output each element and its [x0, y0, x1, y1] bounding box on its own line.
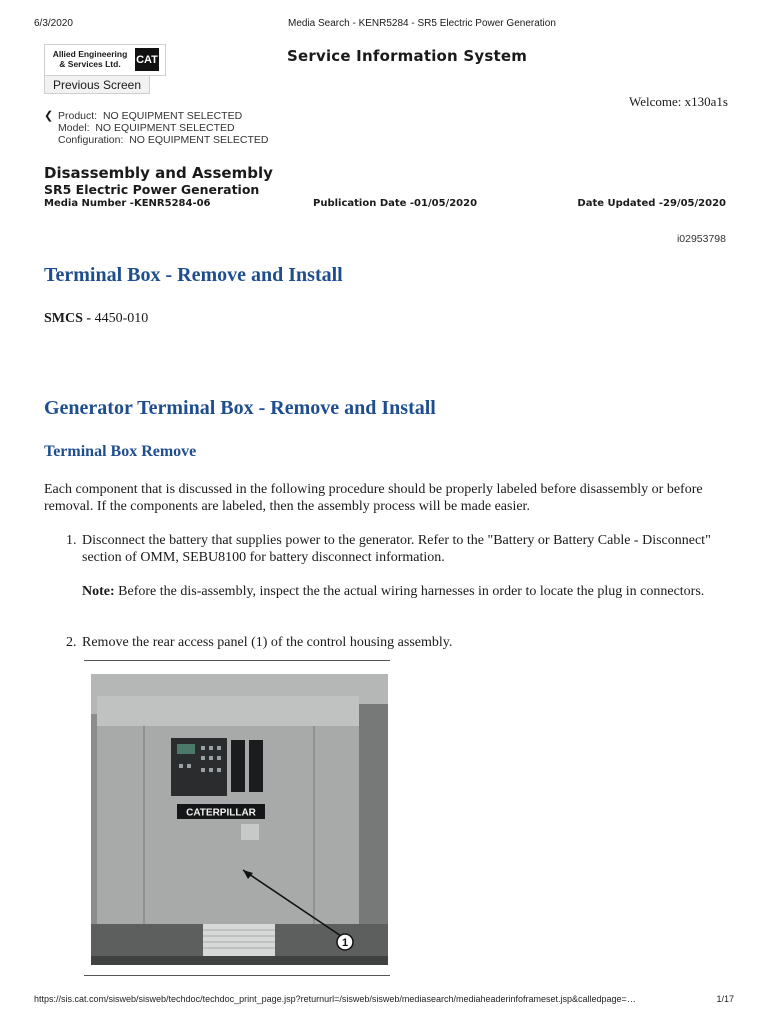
publication-date: Publication Date -01/05/2020 — [313, 198, 478, 209]
step-number: 1. — [66, 533, 77, 548]
document-id: i02953798 — [676, 233, 726, 245]
print-date: 6/3/2020 — [34, 18, 73, 29]
product-info — [44, 110, 268, 146]
skid-rail — [91, 956, 388, 965]
configuration-line: Configuration: NO EQUIPMENT SELECTED — [58, 134, 269, 146]
step-number: 2. — [66, 635, 77, 650]
print-url: https://sis.cat.com/sisweb/sisweb/techdoc/techdoc_print_page.jsp?returnurl=/sisweb/sisweb/mediasearch/mediaheaderinfoframeset.jsp&calledpage=… — [34, 994, 636, 1004]
model-line: Model: NO EQUIPMENT SELECTED — [58, 122, 235, 134]
gauge-slot — [231, 740, 245, 792]
step-text: Remove the rear access panel (1) of the control housing assembly. — [82, 635, 453, 650]
media-number: Media Number -KENR5284-06 — [44, 198, 211, 209]
figure-divider-top — [84, 660, 390, 661]
subsection-title: Terminal Box Remove — [44, 443, 197, 460]
step-text: Disconnect the battery that supplies power to the generator. Refer to the "Battery or Battery Cable - Disconnect" section of OMM, SEBU8100 for battery disconnect information. — [82, 533, 711, 565]
product-line: Product: NO EQUIPMENT SELECTED — [58, 110, 243, 122]
list-item — [66, 532, 726, 566]
page-number: 1/17 — [716, 994, 734, 1004]
note-label: Note: — [82, 584, 115, 599]
figure-generator-enclosure — [91, 674, 388, 965]
page-title: Terminal Box - Remove and Install — [44, 264, 343, 286]
chevron-left-icon[interactable]: ❮ — [44, 110, 54, 122]
intro-paragraph: Each component that is discussed in the following procedure should be properly labeled before disassembly or before removal. If the components are labeled, then the assembly process will be made easier. — [44, 482, 703, 514]
note-text: Before the dis-assembly, inspect the the actual wiring harnesses in order to locate the plug in connectors. — [114, 584, 705, 599]
dealer-logo — [44, 44, 166, 76]
dealer-name: Allied Engineering & Services Ltd. — [52, 49, 128, 69]
control-display — [177, 744, 195, 754]
panel-seam — [143, 726, 145, 924]
panel-seam — [313, 726, 315, 924]
list-item — [66, 634, 726, 651]
callout-number: 1 — [341, 937, 349, 949]
smcs-code — [44, 311, 148, 327]
welcome-text: Welcome: x130a1s — [629, 94, 728, 109]
cat-logo-icon: CAT — [135, 48, 159, 71]
label-plate — [241, 824, 259, 840]
print-page-title: Media Search - KENR5284 - SR5 Electric Power Generation — [288, 18, 556, 29]
system-title: Service Information System — [287, 47, 528, 65]
previous-screen-button[interactable]: Previous Screen — [44, 75, 150, 94]
enclosure-top-panel — [97, 696, 359, 726]
figure-divider-bottom — [84, 975, 390, 976]
section-title: Generator Terminal Box - Remove and Install — [44, 397, 436, 419]
vent-grille — [203, 924, 275, 956]
product-line-title: SR5 Electric Power Generation — [44, 182, 260, 197]
document-category: Disassembly and Assembly — [44, 164, 273, 182]
smcs-label: SMCS - — [44, 311, 95, 326]
gauge-slot — [249, 740, 263, 792]
note — [82, 583, 722, 600]
date-updated: Date Updated -29/05/2020 — [577, 198, 726, 209]
brand-plate-text: CATERPILLAR — [186, 807, 256, 819]
smcs-value: 4450-010 — [94, 311, 149, 326]
enclosure-side — [359, 704, 388, 934]
